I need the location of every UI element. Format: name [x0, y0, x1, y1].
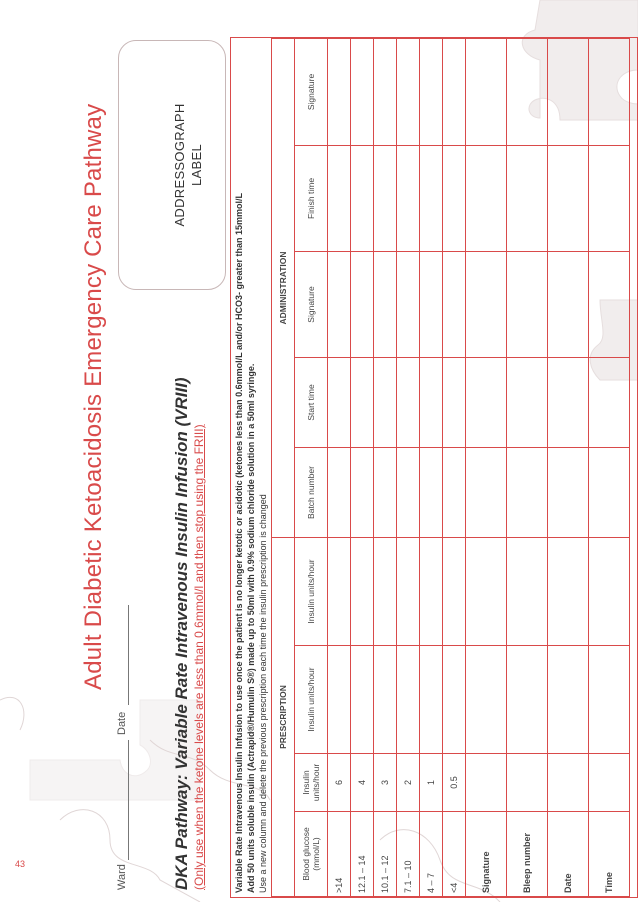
table-cell[interactable]	[443, 537, 466, 645]
table-cell[interactable]	[351, 447, 374, 537]
glucose-range: <4	[443, 812, 466, 897]
table-cell[interactable]	[507, 754, 548, 812]
table-row	[374, 38, 397, 896]
table-cell[interactable]	[351, 646, 374, 754]
col-finish-time: Finish time	[295, 145, 328, 251]
table-cell[interactable]	[420, 447, 443, 537]
table-cell[interactable]	[466, 754, 507, 812]
table-row	[466, 38, 507, 896]
table-cell[interactable]	[466, 38, 507, 145]
table-row	[397, 38, 420, 896]
table-cell[interactable]	[443, 447, 466, 537]
table-cell[interactable]	[589, 646, 630, 754]
table-cell[interactable]	[328, 447, 351, 537]
col-insulin-3: Insulin units/hour	[295, 537, 328, 645]
table-cell[interactable]	[507, 145, 548, 251]
table-cell[interactable]	[397, 251, 420, 357]
table-cell[interactable]	[374, 145, 397, 251]
table-cell[interactable]	[328, 251, 351, 357]
table-cell[interactable]	[397, 357, 420, 447]
page-title: Adult Diabetic Ketoacidosis Emergency Care Pathway	[80, 103, 107, 690]
table-cell[interactable]	[374, 251, 397, 357]
table-cell[interactable]	[374, 646, 397, 754]
addressograph-sub: LABEL	[189, 144, 204, 186]
table-cell[interactable]	[397, 145, 420, 251]
time-row-label: Time	[589, 812, 630, 897]
table-row	[548, 38, 589, 896]
instructions	[233, 193, 269, 893]
table-cell[interactable]	[328, 357, 351, 447]
table-cell[interactable]	[443, 251, 466, 357]
table-cell[interactable]	[420, 38, 443, 145]
addressograph-text	[171, 41, 205, 289]
glucose-range: 12.1 – 14	[351, 812, 374, 897]
table-cell[interactable]	[589, 251, 630, 357]
table-cell[interactable]	[374, 447, 397, 537]
insulin-rate: 4	[351, 754, 374, 812]
table-cell[interactable]	[548, 145, 589, 251]
table-cell[interactable]	[420, 145, 443, 251]
table-cell[interactable]	[420, 251, 443, 357]
insulin-rate: 3	[374, 754, 397, 812]
table-cell[interactable]	[328, 537, 351, 645]
table-cell[interactable]	[507, 251, 548, 357]
table-cell[interactable]	[443, 646, 466, 754]
table-cell[interactable]	[589, 537, 630, 645]
table-row	[351, 38, 374, 896]
table-cell[interactable]	[548, 357, 589, 447]
table-cell[interactable]	[351, 537, 374, 645]
bleep-row-label: Bleep number	[507, 812, 548, 897]
col-blood-glucose: Blood glucose (mmol/L)	[295, 812, 328, 897]
table-cell[interactable]	[397, 537, 420, 645]
col-insulin-1: Insulin units/hour	[295, 754, 328, 812]
addressograph-title: ADDRESSOGRAPH	[172, 103, 187, 227]
col-signature: Signature	[295, 251, 328, 357]
table-cell[interactable]	[351, 251, 374, 357]
table-cell[interactable]	[443, 145, 466, 251]
table-cell[interactable]	[589, 357, 630, 447]
table-cell[interactable]	[589, 145, 630, 251]
col-signature-admin: Signature	[295, 38, 328, 145]
table-cell[interactable]	[548, 251, 589, 357]
table-cell[interactable]	[507, 537, 548, 645]
col-batch-number: Batch number	[295, 447, 328, 537]
table-cell[interactable]	[420, 537, 443, 645]
table-cell[interactable]	[507, 38, 548, 145]
table-cell[interactable]	[374, 38, 397, 145]
table-cell[interactable]	[420, 357, 443, 447]
date-row-label: Date	[548, 812, 589, 897]
table-cell[interactable]	[374, 537, 397, 645]
table-cell[interactable]	[397, 38, 420, 145]
table-cell[interactable]	[328, 646, 351, 754]
table-cell[interactable]	[507, 357, 548, 447]
table-cell[interactable]	[466, 646, 507, 754]
table-cell[interactable]	[507, 646, 548, 754]
instruction-line-2: Add 50 units soluble insulin (Actrapid®/Humulin S®) made up to 50ml with 0.9% sodium chloride solution in a 50ml syringe.	[246, 363, 256, 893]
table-cell[interactable]	[351, 357, 374, 447]
table-cell[interactable]	[548, 447, 589, 537]
table-cell[interactable]	[466, 537, 507, 645]
administration-section-header: ADMINISTRATION	[272, 38, 295, 537]
table-cell[interactable]	[548, 646, 589, 754]
table-cell[interactable]	[466, 447, 507, 537]
vriii-table-frame	[230, 37, 638, 898]
col-insulin-2: Insulin units/hour	[295, 646, 328, 754]
table-cell[interactable]	[397, 646, 420, 754]
table-cell[interactable]	[443, 38, 466, 145]
glucose-range: 7.1 – 10	[397, 812, 420, 897]
table-cell[interactable]	[589, 447, 630, 537]
table-row	[328, 38, 351, 896]
date-field[interactable]	[128, 605, 129, 705]
table-row	[589, 38, 630, 896]
insulin-rate: 0.5	[443, 754, 466, 812]
table-row	[507, 38, 548, 896]
table-cell[interactable]	[466, 251, 507, 357]
instruction-line-3: Use a new column and delete the previous prescription each time the insulin prescription is changed	[258, 494, 268, 893]
table-cell[interactable]	[507, 447, 548, 537]
pathway-note: (Only use when the ketone levels are less than 0.6mmol/l and then stop using the FRIII)	[192, 424, 206, 890]
addressograph-label-box	[118, 40, 226, 290]
table-row	[420, 38, 443, 896]
table-cell[interactable]	[466, 145, 507, 251]
instruction-line-1: Variable Rate Intravenous Insulin Infusion to use once the patient is no longer ketotic or acidotic (ketones less than 0.6mmol/L and/or HCO3- greater than 15mmol/L	[234, 193, 244, 893]
table-cell[interactable]	[328, 145, 351, 251]
table-cell[interactable]	[589, 38, 630, 145]
table-cell[interactable]	[548, 38, 589, 145]
col-start-time: Start time	[295, 357, 328, 447]
ward-field[interactable]	[128, 740, 129, 860]
table-cell[interactable]	[328, 38, 351, 145]
glucose-range: >14	[328, 812, 351, 897]
table-cell[interactable]	[374, 357, 397, 447]
table-cell[interactable]	[589, 754, 630, 812]
prescription-administration-table	[271, 38, 630, 897]
table-cell[interactable]	[548, 537, 589, 645]
insulin-rate: 6	[328, 754, 351, 812]
table-cell[interactable]	[351, 38, 374, 145]
insulin-rate: 2	[397, 754, 420, 812]
signature-row-label: Signature	[466, 812, 507, 897]
prescription-section-header: PRESCRIPTION	[272, 537, 295, 896]
table-cell[interactable]	[548, 754, 589, 812]
table-cell[interactable]	[420, 646, 443, 754]
table-cell[interactable]	[397, 447, 420, 537]
insulin-rate: 1	[420, 754, 443, 812]
rotated-document-page	[80, 30, 638, 893]
glucose-range: 4 – 7	[420, 812, 443, 897]
pathway-title: DKA Pathway: Variable Rate Intravenous Insulin Infusion (VRIII)	[172, 377, 191, 890]
table-cell[interactable]	[443, 357, 466, 447]
table-cell[interactable]	[466, 357, 507, 447]
ward-label: Ward	[116, 864, 128, 890]
glucose-range: 10.1 – 12	[374, 812, 397, 897]
date-label: Date	[116, 711, 128, 735]
table-cell[interactable]	[351, 145, 374, 251]
page-number: 43	[14, 859, 25, 869]
table-row	[443, 38, 466, 896]
